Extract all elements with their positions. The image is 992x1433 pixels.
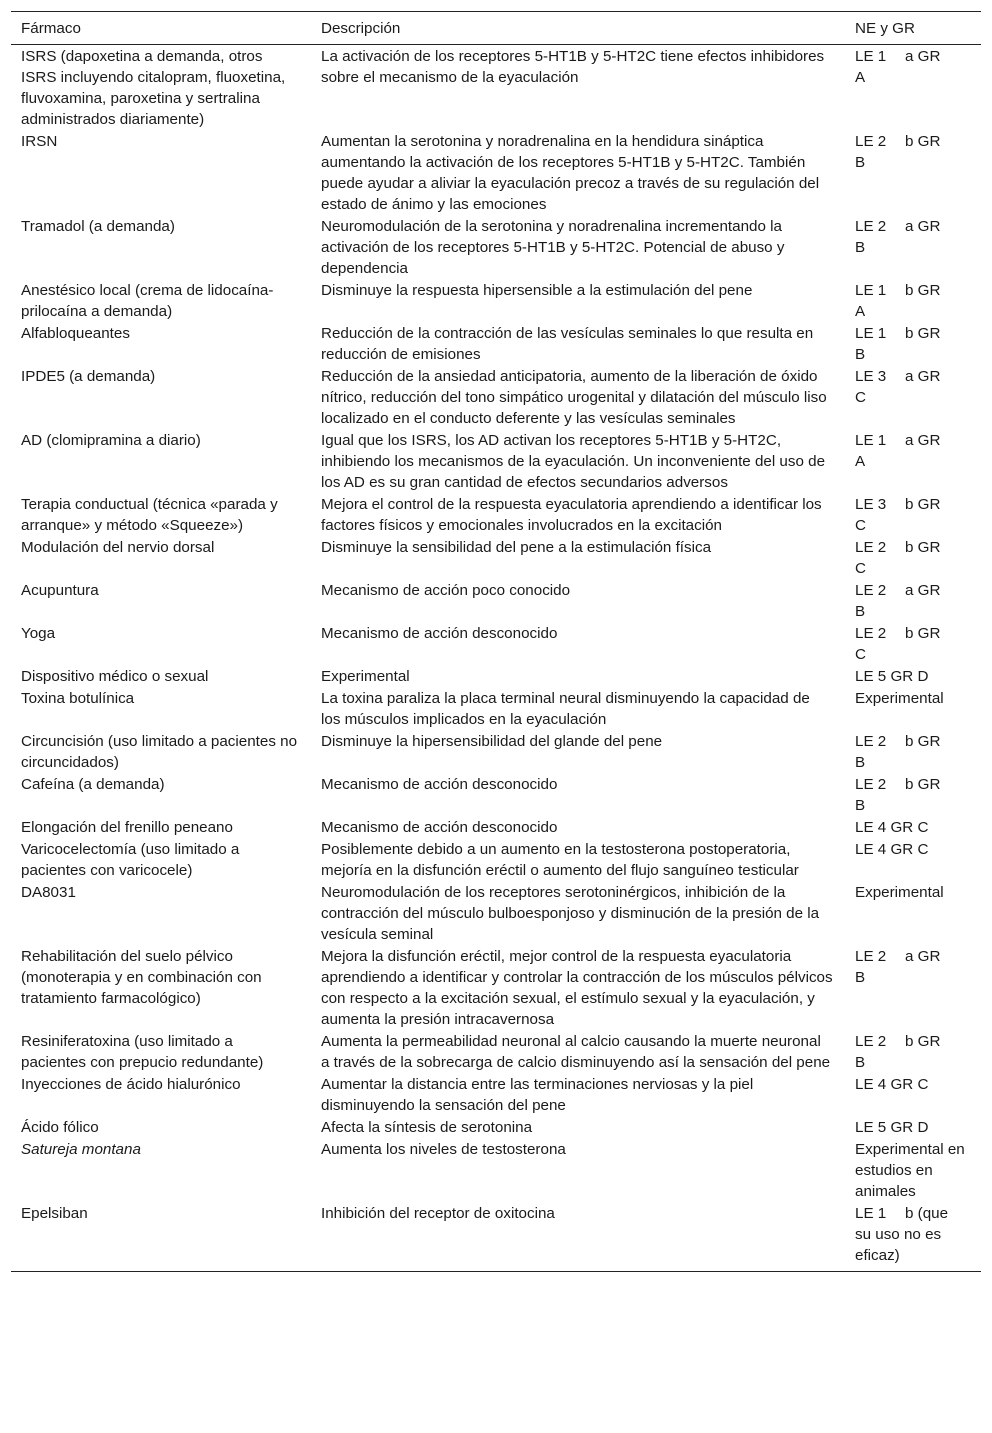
grade-part: a GR	[905, 948, 941, 965]
description-cell: Igual que los ISRS, los AD activan los receptores 5-HT1B y 5-HT2C, inhibiendo los mecanismos de la eyaculación. Un inconveniente del uso de los AD es su gran cantidad de efectos secundarios adversos	[321, 432, 826, 491]
drug-table	[11, 11, 981, 1272]
grade-part: b GR	[905, 133, 941, 150]
drug-cell: Yoga	[21, 625, 56, 642]
level-of-evidence: LE 2	[855, 539, 887, 556]
description-cell: Posiblemente debido a un aumento en la testosterona postoperatoria, mejoría en la disfunción eréctil o aumento del flujo sanguíneo testicular	[321, 841, 799, 879]
grade-part: b GR	[905, 282, 941, 299]
table-body	[11, 45, 981, 1272]
table-row	[11, 215, 981, 279]
drug-cell: Varicocelectomía (uso limitado a pacientes con varicocele)	[21, 841, 240, 879]
evidence-grade-cell	[843, 215, 981, 279]
description-cell: Aumenta la permeabilidad neuronal al calcio causando la muerte neuronal a través de la sobrecarga de calcio disminuyendo así la sensación del pene	[321, 1033, 831, 1071]
grade-of-recommendation: B	[855, 797, 866, 814]
evidence-grade-cell: Experimental en estudios en animales	[855, 1141, 965, 1200]
grade-of-recommendation: B	[855, 754, 866, 771]
description-cell: Reducción de la ansiedad anticipatoria, aumento de la liberación de óxido nítrico, reducción del tono simpático urogenital y dilatación del músculo liso localizado en el conducto deferente y las vesículas seminales	[321, 368, 827, 427]
grade-part: a GR	[905, 582, 941, 599]
grade-of-recommendation: C	[855, 517, 866, 534]
table-row	[11, 665, 981, 687]
table-row	[11, 945, 981, 1030]
drug-cell: ISRS (dapoxetina a demanda, otros ISRS incluyendo citalopram, fluoxetina, fluvoxamina, paroxetina y sertralina administrados diariamente)	[21, 48, 286, 128]
grade-part: a GR	[905, 218, 941, 235]
grade-of-recommendation: B	[855, 969, 866, 986]
evidence-grade-cell	[843, 322, 981, 365]
evidence-line	[855, 46, 971, 67]
grade-part: a GR	[905, 368, 941, 385]
evidence-grade-cell: LE 4 GR C	[855, 841, 929, 858]
description-cell: Afecta la síntesis de serotonina	[321, 1119, 533, 1136]
table-row	[11, 1030, 981, 1073]
evidence-line	[855, 537, 971, 558]
evidence-line	[855, 430, 971, 451]
evidence-grade-cell	[843, 493, 981, 536]
description-cell: Neuromodulación de los receptores serotoninérgicos, inhibición de la contracción del músculo bulboesponjoso y disminución de la presión de la vesícula seminal	[321, 884, 820, 943]
description-cell: Mejora el control de la respuesta eyaculatoria aprendiendo a identificar los factores físicos y emocionales involucrados en la excitación	[321, 496, 822, 534]
evidence-grade-cell	[843, 622, 981, 665]
description-cell: La toxina paraliza la placa terminal neural disminuyendo la capacidad de los músculos implicados en la eyaculación	[321, 690, 810, 728]
header-descripcion: Descripción	[311, 12, 843, 45]
grade-of-recommendation: C	[855, 560, 866, 577]
evidence-grade-cell	[843, 279, 981, 322]
drug-cell: Terapia conductual (técnica «parada y arranque» y método «Squeeze»)	[21, 496, 278, 534]
evidence-grade-cell: Experimental	[855, 884, 944, 901]
evidence-grade-cell	[843, 536, 981, 579]
drug-cell: Anestésico local (crema de lidocaína-prilocaína a demanda)	[21, 282, 274, 320]
table-row	[11, 838, 981, 881]
description-cell: Mecanismo de acción desconocido	[321, 625, 558, 642]
grade-of-recommendation: C	[855, 646, 866, 663]
drug-cell: Elongación del frenillo peneano	[21, 819, 233, 836]
drug-cell: Acupuntura	[21, 582, 99, 599]
evidence-grade-cell	[843, 365, 981, 429]
grade-of-recommendation: A	[855, 453, 866, 470]
grade-of-recommendation: B	[855, 603, 866, 620]
evidence-grade-cell	[843, 945, 981, 1030]
grade-part: b GR	[905, 776, 941, 793]
description-cell: Aumenta los niveles de testosterona	[321, 1141, 566, 1158]
level-of-evidence: LE 1	[855, 282, 887, 299]
evidence-grade-cell: LE 4 GR C	[855, 1076, 929, 1093]
grade-of-recommendation: B	[855, 1054, 866, 1071]
table-row	[11, 1073, 981, 1116]
grade-part: b GR	[905, 325, 941, 342]
grade-part: b (que	[905, 1205, 949, 1222]
table-row	[11, 622, 981, 665]
description-cell: Disminuye la hipersensibilidad del glande del pene	[321, 733, 663, 750]
table-row	[11, 536, 981, 579]
description-cell: Neuromodulación de la serotonina y noradrenalina incrementando la activación de los receptores 5-HT1B y 5-HT2C. Potencial de abuso y dependencia	[321, 218, 785, 277]
drug-cell: Modulación del nervio dorsal	[21, 539, 215, 556]
drug-cell: Alfabloqueantes	[21, 325, 130, 342]
drug-cell: Satureja montana	[21, 1141, 141, 1158]
level-of-evidence: LE 2	[855, 776, 887, 793]
level-of-evidence: LE 1	[855, 325, 887, 342]
table-header-row	[11, 12, 981, 45]
drug-cell: Resiniferatoxina (uso limitado a pacientes con prepucio redundante)	[21, 1033, 264, 1071]
grade-of-recommendation: A	[855, 303, 866, 320]
level-of-evidence: LE 2	[855, 733, 887, 750]
description-cell: Mecanismo de acción desconocido	[321, 819, 558, 836]
evidence-grade-cell	[843, 579, 981, 622]
table-row	[11, 130, 981, 215]
level-of-evidence: LE 1	[855, 1205, 887, 1222]
table-row	[11, 1116, 981, 1138]
description-cell: Aumentar la distancia entre las terminaciones nerviosas y la piel disminuyendo la sensación del pene	[321, 1076, 754, 1114]
evidence-line	[855, 494, 971, 515]
drug-cell: IPDE5 (a demanda)	[21, 368, 156, 385]
table-row	[11, 45, 981, 131]
grade-part: b GR	[905, 1033, 941, 1050]
evidence-line	[855, 580, 971, 601]
evidence-grade-cell	[843, 45, 981, 131]
header-farmaco: Fármaco	[11, 12, 311, 45]
grade-of-recommendation: A	[855, 69, 866, 86]
level-of-evidence: LE 2	[855, 625, 887, 642]
evidence-grade-cell	[843, 1030, 981, 1073]
grade-of-recommendation: B	[855, 346, 866, 363]
description-cell: Mecanismo de acción poco conocido	[321, 582, 571, 599]
evidence-line	[855, 280, 971, 301]
grade-part: a GR	[905, 48, 941, 65]
table-row	[11, 579, 981, 622]
grade-part: b GR	[905, 625, 941, 642]
evidence-line	[855, 323, 971, 344]
description-cell: La activación de los receptores 5-HT1B y 5-HT2C tiene efectos inhibidores sobre el mecanismo de la eyaculación	[321, 48, 825, 86]
evidence-grade-cell: Experimental	[855, 690, 944, 707]
drug-cell: Rehabilitación del suelo pélvico (monoterapia y en combinación con tratamiento farmacológico)	[21, 948, 262, 1007]
level-of-evidence: LE 2	[855, 1033, 887, 1050]
drug-cell: Tramadol (a demanda)	[21, 218, 175, 235]
drug-cell: Cafeína (a demanda)	[21, 776, 165, 793]
drug-cell: Ácido fólico	[21, 1119, 99, 1136]
table-row	[11, 687, 981, 730]
table-row	[11, 1202, 981, 1272]
drug-cell: DA8031	[21, 884, 76, 901]
grade-part: a GR	[905, 432, 941, 449]
table-row	[11, 493, 981, 536]
description-cell: Disminuye la respuesta hipersensible a la estimulación del pene	[321, 282, 753, 299]
evidence-line	[855, 131, 971, 152]
level-of-evidence: LE 3	[855, 368, 887, 385]
grade-of-recommendation: su uso no es eficaz)	[855, 1226, 942, 1264]
evidence-grade-cell	[843, 130, 981, 215]
description-cell: Experimental	[321, 668, 410, 685]
evidence-grade-cell	[843, 429, 981, 493]
evidence-grade-cell: LE 4 GR C	[855, 819, 929, 836]
table-row	[11, 1138, 981, 1202]
level-of-evidence: LE 1	[855, 48, 887, 65]
description-cell: Mecanismo de acción desconocido	[321, 776, 558, 793]
drug-cell: Epelsiban	[11, 1202, 311, 1272]
table-row	[11, 773, 981, 816]
evidence-grade-cell	[843, 773, 981, 816]
grade-part: b GR	[905, 539, 941, 556]
description-cell: Aumentan la serotonina y noradrenalina en la hendidura sináptica aumentando la activación de los receptores 5-HT1B y 5-HT2C. También puede ayudar a aliviar la eyaculación precoz a través de su regulación del estado de ánimo y las emociones	[321, 133, 820, 213]
evidence-line	[855, 946, 971, 967]
grade-of-recommendation: B	[855, 239, 866, 256]
level-of-evidence: LE 2	[855, 582, 887, 599]
grade-of-recommendation: C	[855, 389, 866, 406]
table-row	[11, 816, 981, 838]
grade-part: b GR	[905, 496, 941, 513]
evidence-line	[855, 623, 971, 644]
level-of-evidence: LE 2	[855, 218, 887, 235]
level-of-evidence: LE 1	[855, 432, 887, 449]
table-row	[11, 279, 981, 322]
evidence-grade-cell	[843, 730, 981, 773]
level-of-evidence: LE 2	[855, 133, 887, 150]
grade-of-recommendation: B	[855, 154, 866, 171]
description-cell: Inhibición del receptor de oxitocina	[311, 1202, 843, 1272]
table-row	[11, 322, 981, 365]
evidence-grade-cell	[843, 1202, 981, 1272]
table-row	[11, 881, 981, 945]
drug-cell: AD (clomipramina a diario)	[21, 432, 201, 449]
level-of-evidence: LE 3	[855, 496, 887, 513]
drug-cell: Circuncisión (uso limitado a pacientes no circuncidados)	[21, 733, 298, 771]
table-row	[11, 730, 981, 773]
evidence-line	[855, 731, 971, 752]
description-cell: Mejora la disfunción eréctil, mejor control de la respuesta eyaculatoria aprendiendo a identificar y controlar la contracción de los músculos pélvicos con respecto a la excitación sexual, el estímulo sexual y la eyaculación, y aumenta la presión intracavernosa	[321, 948, 833, 1028]
evidence-line	[855, 216, 971, 237]
drug-cell: Toxina botulínica	[21, 690, 135, 707]
description-cell: Disminuye la sensibilidad del pene a la estimulación física	[321, 539, 712, 556]
drug-cell: IRSN	[21, 133, 58, 150]
table-row	[11, 365, 981, 429]
description-cell: Reducción de la contracción de las vesículas seminales lo que resulta en reducción de emisiones	[321, 325, 814, 363]
evidence-line	[855, 774, 971, 795]
table-row	[11, 429, 981, 493]
evidence-grade-cell: LE 5 GR D	[855, 668, 929, 685]
evidence-line	[855, 1203, 971, 1224]
evidence-line	[855, 1031, 971, 1052]
drug-cell: Dispositivo médico o sexual	[21, 668, 209, 685]
level-of-evidence: LE 2	[855, 948, 887, 965]
drug-table-container	[11, 11, 981, 1272]
evidence-line	[855, 366, 971, 387]
grade-part: b GR	[905, 733, 941, 750]
header-ne-gr: NE y GR	[843, 12, 981, 45]
evidence-grade-cell: LE 5 GR D	[855, 1119, 929, 1136]
drug-cell: Inyecciones de ácido hialurónico	[21, 1076, 241, 1093]
